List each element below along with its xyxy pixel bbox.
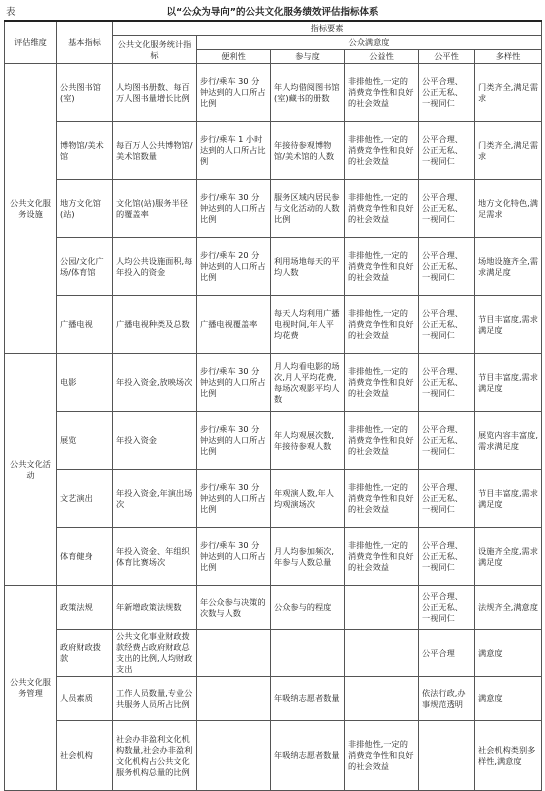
convenience-cell: [197, 630, 271, 677]
participation-cell: 服务区域内居民参与文化活动的人数比例: [271, 180, 345, 238]
participation-cell: 年观演人数,年人均观演场次: [271, 470, 345, 528]
fairness-cell: 公平合理、公正无私、一视同仁: [419, 470, 475, 528]
convenience-cell: [197, 721, 271, 791]
stats-cell: 文化馆(站)服务半径的覆盖率: [113, 180, 197, 238]
table-row: [5, 122, 542, 180]
table-row: [5, 238, 542, 296]
fairness-cell: 公平合理、公正无私、一视同仁: [419, 586, 475, 630]
stats-cell: 年投入资金,放映场次: [113, 354, 197, 412]
table-row: [5, 180, 542, 238]
diversity-cell: 展览内容丰富度,需求满足度: [475, 412, 542, 470]
stats-cell: 人均公共设施面积,每年投入的资金: [113, 238, 197, 296]
fairness-cell: 公平合理、公正无私、一视同仁: [419, 354, 475, 412]
convenience-cell: 广播电视覆盖率: [197, 296, 271, 354]
stats-cell: 广播电视种类及总数: [113, 296, 197, 354]
stats-cell: 公共文化事业财政拨款经费占政府财政总支出的比例,人均财政支出: [113, 630, 197, 677]
table-row: [5, 528, 542, 586]
header-stats: 公共文化服务统计指标: [113, 36, 197, 64]
convenience-cell: 年公众参与决策的次数与人数: [197, 586, 271, 630]
convenience-cell: 步行/乘车 30 分钟达到的人口所占比例: [197, 528, 271, 586]
public-welfare-cell: [345, 677, 419, 721]
header-participation: 参与度: [271, 50, 345, 64]
convenience-cell: 步行/乘车 30 分钟达到的人口所占比例: [197, 354, 271, 412]
diversity-cell: 节目丰富度,需求满足度: [475, 296, 542, 354]
diversity-cell: 法规齐全,满意度: [475, 586, 542, 630]
basic-cell: 社会机构: [57, 721, 113, 791]
public-welfare-cell: 非排他性,一定的消费竞争性和良好的社会效益: [345, 354, 419, 412]
stats-cell: 人均图书册数、每百万人图书量增长比例: [113, 64, 197, 122]
fairness-cell: 公平合理、公正无私、一视同仁: [419, 122, 475, 180]
diversity-cell: 满意度: [475, 677, 542, 721]
stats-cell: 年投入资金,年演出场次: [113, 470, 197, 528]
stats-cell: 年投入资金、年组织体育比赛场次: [113, 528, 197, 586]
table-row: [5, 296, 542, 354]
diversity-cell: 节目丰富度,需求满足度: [475, 354, 542, 412]
basic-cell: 文艺演出: [57, 470, 113, 528]
participation-cell: 年人均借阅图书馆(室)藏书的册数: [271, 64, 345, 122]
table-caption: [4, 2, 541, 18]
public-welfare-cell: 非排他性,一定的消费竞争性和良好的社会效益: [345, 238, 419, 296]
header-satisfaction: 公众满意度: [197, 36, 542, 50]
table-row: [5, 630, 542, 677]
participation-cell: 年吸纳志愿者数量: [271, 721, 345, 791]
dimension-cell: 公共文化活动: [5, 354, 57, 586]
table-body: [5, 64, 542, 791]
public-welfare-cell: 非排他性,一定的消费竞争性和良好的社会效益: [345, 721, 419, 791]
stats-cell: 年新增政策法规数: [113, 586, 197, 630]
convenience-cell: 步行/乘车 30 分钟达到的人口所占比例: [197, 470, 271, 528]
public-welfare-cell: 非排他性,一定的消费竞争性和良好的社会效益: [345, 528, 419, 586]
public-welfare-cell: [345, 586, 419, 630]
stats-cell: 每百万人公共博物馆/美术馆数量: [113, 122, 197, 180]
public-welfare-cell: 非排他性,一定的消费竞争性和良好的社会效益: [345, 180, 419, 238]
convenience-cell: 步行/乘车 30 分钟达到的人口所占比例: [197, 412, 271, 470]
header-convenience: 便利性: [197, 50, 271, 64]
fairness-cell: 公平合理、公正无私、一视同仁: [419, 180, 475, 238]
basic-cell: 地方文化馆(站): [57, 180, 113, 238]
table-row: [5, 64, 542, 122]
convenience-cell: 步行/乘车 20 分钟达到的人口所占比例: [197, 238, 271, 296]
convenience-cell: 步行/乘车 30 分钟达到的人口所占比例: [197, 64, 271, 122]
basic-cell: 电影: [57, 354, 113, 412]
basic-cell: 政策法规: [57, 586, 113, 630]
basic-cell: 人员素质: [57, 677, 113, 721]
stats-cell: 工作人员数量,专业公共服务人员所占比例: [113, 677, 197, 721]
diversity-cell: 设施齐全度,需求满足度: [475, 528, 542, 586]
basic-cell: 展览: [57, 412, 113, 470]
table-title: 以“公众为导向”的公共文化服务绩效评估指标体系: [166, 7, 379, 18]
header-public-welfare: 公益性: [345, 50, 419, 64]
convenience-cell: 步行/乘车 30 分钟达到的人口所占比例: [197, 180, 271, 238]
participation-cell: 年人均观展次数,年接待参观人数: [271, 412, 345, 470]
diversity-cell: 社会机构类别多样性,满意度: [475, 721, 542, 791]
diversity-cell: 门类齐全,满足需求: [475, 64, 542, 122]
dimension-cell: 公共文化服务设施: [5, 64, 57, 354]
participation-cell: 公众参与的程度: [271, 586, 345, 630]
participation-cell: 月人均参加频次,年参与人数总量: [271, 528, 345, 586]
fairness-cell: [419, 721, 475, 791]
table-row: [5, 354, 542, 412]
basic-cell: 广播电视: [57, 296, 113, 354]
fairness-cell: 依法行政,办事规范透明: [419, 677, 475, 721]
table-row: [5, 586, 542, 630]
dimension-cell: 公共文化服务管理: [5, 586, 57, 791]
header-fairness: 公平性: [419, 50, 475, 64]
participation-cell: 月人均看电影的场次,月人平均花费,每场次观影平均人数: [271, 354, 345, 412]
basic-cell: 政府财政拨款: [57, 630, 113, 677]
fairness-cell: 公平合理、公正无私、一视同仁: [419, 296, 475, 354]
diversity-cell: 门类齐全,满足需求: [475, 122, 542, 180]
public-welfare-cell: 非排他性,一定的消费竞争性和良好的社会效益: [345, 122, 419, 180]
fairness-cell: 公平合理、公正无私、一视同仁: [419, 412, 475, 470]
indicator-table: [4, 20, 542, 791]
basic-cell: 公园/文化广场/体育馆: [57, 238, 113, 296]
diversity-cell: 节目丰富度,需求满足度: [475, 470, 542, 528]
table-header: [5, 21, 542, 64]
table-row: [5, 412, 542, 470]
basic-cell: 公共图书馆(室): [57, 64, 113, 122]
header-dimension: 评估维度: [5, 21, 57, 64]
header-elements: 指标要素: [113, 21, 542, 36]
header-diversity: 多样性: [475, 50, 542, 64]
basic-cell: 博物馆/美术馆: [57, 122, 113, 180]
table-row: [5, 470, 542, 528]
diversity-cell: 地方文化特色,满足需求: [475, 180, 542, 238]
fairness-cell: 公平合理、公正无私、一视同仁: [419, 238, 475, 296]
table-label: 表: [6, 7, 16, 18]
public-welfare-cell: 非排他性,一定的消费竞争性和良好的社会效益: [345, 64, 419, 122]
public-welfare-cell: [345, 630, 419, 677]
public-welfare-cell: 非排他性,一定的消费竞争性和良好的社会效益: [345, 470, 419, 528]
stats-cell: 年投入资金: [113, 412, 197, 470]
convenience-cell: [197, 677, 271, 721]
participation-cell: 年吸纳志愿者数量: [271, 677, 345, 721]
participation-cell: 每天人均利用广播电视时间,年人平均花费: [271, 296, 345, 354]
fairness-cell: 公平合理、公正无私、一视同仁: [419, 64, 475, 122]
basic-cell: 体育健身: [57, 528, 113, 586]
convenience-cell: 步行/乘车 1 小时达到的人口所占比例: [197, 122, 271, 180]
header-basic: 基本指标: [57, 21, 113, 64]
fairness-cell: 公平合理: [419, 630, 475, 677]
public-welfare-cell: 非排他性,一定的消费竞争性和良好的社会效益: [345, 412, 419, 470]
public-welfare-cell: 非排他性,一定的消费竞争性和良好的社会效益: [345, 296, 419, 354]
table-row: [5, 721, 542, 791]
fairness-cell: 公平合理、公正无私、一视同仁: [419, 528, 475, 586]
participation-cell: 利用场地每天的平均人数: [271, 238, 345, 296]
table-row: [5, 677, 542, 721]
participation-cell: [271, 630, 345, 677]
diversity-cell: 满意度: [475, 630, 542, 677]
stats-cell: 社会办非盈利文化机构数量,社会办非盈利文化机构占公共文化服务机构总量的比例: [113, 721, 197, 791]
diversity-cell: 场地设施齐全,需求满足度: [475, 238, 542, 296]
participation-cell: 年接待参观博物馆/美术馆的人数: [271, 122, 345, 180]
